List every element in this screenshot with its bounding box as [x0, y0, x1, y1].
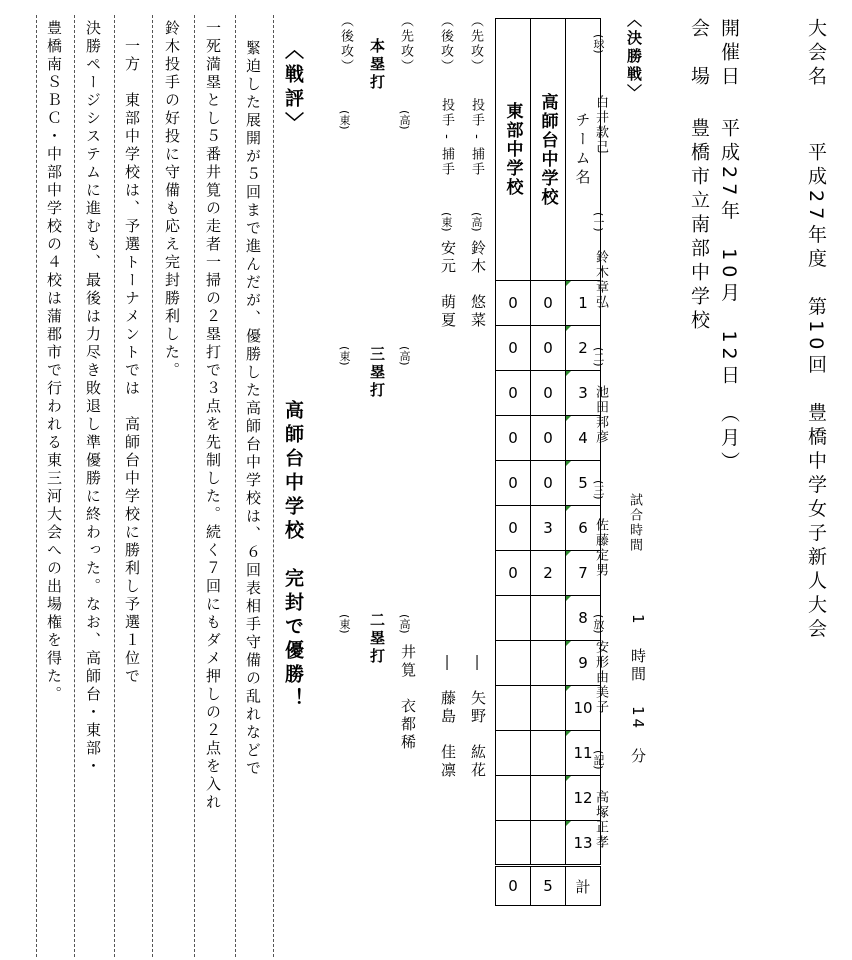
game-time-minutes-unit: 分 [629, 748, 647, 766]
score-cell [531, 641, 566, 686]
umpire-name: 安形由美子 [593, 640, 608, 715]
catcher-name: 藤島 佳凛 [439, 690, 457, 780]
score-cell: 0 [531, 281, 566, 326]
review-result: 高師台中学校 完封で優勝！ [282, 400, 304, 712]
rule-line [36, 15, 37, 957]
final-heading: 〈決勝戦〉 [625, 12, 643, 102]
hit-school-mark: (高) [398, 110, 411, 130]
game-time-minutes: 14 [629, 706, 647, 732]
umpire-name: 白井款己 [593, 95, 608, 155]
inning-number: 9 [566, 641, 601, 686]
team-name: 高師台中学校 [531, 19, 566, 281]
review-line: 決勝ページシステムに進むも、最後は力尽き敗退し準優勝に終わった。なお、高師台・東部・ [84, 20, 102, 776]
hits-side: （先攻） [398, 14, 413, 74]
team-header: チーム名 [566, 19, 601, 281]
battery-school-mark: (東) [440, 212, 453, 232]
score-cell: 0 [531, 416, 566, 461]
catcher-name: 矢野 紘花 [469, 690, 487, 780]
inning-number: 8 [566, 596, 601, 641]
inning-number: 5 [566, 461, 601, 506]
hit-school-mark: (東) [338, 346, 351, 366]
review-heading: 〈戦評〉 [282, 40, 304, 136]
battery-school-mark: (高) [470, 212, 483, 232]
triple-label: 三塁打 [368, 346, 386, 400]
umpire-name: 佐藤定男 [593, 518, 608, 578]
score-cell: 0 [496, 461, 531, 506]
score-cell [496, 776, 531, 821]
pitcher-name: 鈴木 悠菜 [469, 240, 487, 330]
umpire-pos: (二) [592, 347, 605, 367]
umpire-pos: (放) [592, 614, 605, 634]
rule-line [152, 15, 153, 957]
rule-line [114, 15, 115, 957]
umpire-pos: (三) [592, 480, 605, 500]
review-line: 豊橋南ＳＢＣ・中部中学校の４校は蒲郡市で行われる東三河大会への出場権を得た。 [45, 20, 63, 704]
inning-number: 12 [566, 776, 601, 821]
inning-number: 4 [566, 416, 601, 461]
rule-line [194, 15, 195, 957]
score-cell [496, 641, 531, 686]
rule-line [273, 15, 274, 957]
venue-label: 会 場 [688, 18, 710, 90]
inning-number: 13 [566, 821, 601, 866]
inning-number: 10 [566, 686, 601, 731]
score-cell: 0 [531, 326, 566, 371]
umpire-pos: (一) [592, 212, 605, 232]
game-time-hours: 1 [629, 614, 647, 627]
battery-label: 投手 - 捕手 [469, 98, 484, 177]
umpire-name: 池田邦彦 [593, 385, 608, 445]
score-cell: 0 [496, 506, 531, 551]
hit-school-mark: (高) [398, 346, 411, 366]
score-cell: 0 [496, 326, 531, 371]
umpire-name: 鈴木章弘 [593, 250, 608, 310]
score-cell: 2 [531, 551, 566, 596]
review-line: 緊迫した展開が５回まで進んだが、優勝した高師台中学校は、６回表相手守備の乱れなどで [244, 40, 262, 778]
score-cell [496, 731, 531, 776]
battery-side: （先攻） [468, 14, 483, 74]
score-cell: 0 [496, 551, 531, 596]
tournament-name-value: 平成27年度 第10回 豊橋中学女子新人大会 [805, 142, 827, 643]
inning-number: 7 [566, 551, 601, 596]
score-cell [531, 686, 566, 731]
review-line: 鈴木投手の好投に守備も応え完封勝利した。 [163, 20, 181, 380]
score-cell [531, 821, 566, 866]
rule-line [74, 15, 75, 957]
double-hitter-name: 井筧 衣都稀 [399, 644, 417, 752]
hits-side: （後攻） [338, 14, 353, 74]
date-value: 平成27年 10月 12日 （月） [718, 118, 740, 476]
battery-label: 投手 - 捕手 [439, 98, 454, 177]
home-run-label: 本塁打 [368, 38, 386, 92]
tournament-name-label: 大会名 [805, 18, 827, 90]
umpire-pos: (球) [592, 34, 605, 54]
score-cell: 0 [496, 416, 531, 461]
inning-number: 1 [566, 281, 601, 326]
score-cell: 3 [531, 506, 566, 551]
battery-separator: ― [439, 655, 457, 673]
inning-number: 11 [566, 731, 601, 776]
score-cell [531, 776, 566, 821]
score-cell: 0 [496, 281, 531, 326]
team-name: 東部中学校 [496, 19, 531, 281]
hit-school-mark: (東) [338, 110, 351, 130]
pitcher-name: 安元 萌夏 [439, 240, 457, 330]
battery-separator: ― [469, 655, 487, 673]
score-cell [531, 596, 566, 641]
hit-school-mark: (東) [338, 614, 351, 634]
inning-number: 6 [566, 506, 601, 551]
game-time-hours-unit: 時間 [629, 648, 647, 684]
scoreboard-table [495, 18, 601, 906]
score-cell [531, 731, 566, 776]
score-cell: 0 [496, 371, 531, 416]
umpire-name: 高塚正孝 [593, 790, 608, 850]
umpire-pos: (記) [592, 750, 605, 770]
total-score: 0 [496, 866, 531, 906]
score-cell: 0 [531, 371, 566, 416]
double-label: 二塁打 [368, 612, 386, 666]
total-score: 5 [531, 866, 566, 906]
hit-school-mark: (高) [398, 614, 411, 634]
review-line: 一死満塁とし５番井筧の走者一掃の２塁打で３点を先制した。続く７回にもダメ押しの２点を入れ [204, 20, 222, 812]
venue-value: 豊橋市立南部中学校 [688, 118, 710, 334]
review-line: 一方 東部中学校は、予選トーナメントでは 高師台中学校に勝利し予選１位で [123, 20, 141, 686]
game-time-label: 試合時間 [627, 493, 642, 553]
score-cell [496, 596, 531, 641]
score-cell: 0 [531, 461, 566, 506]
score-cell [496, 821, 531, 866]
inning-number: 3 [566, 371, 601, 416]
total-label: 計 [566, 866, 601, 906]
date-label: 開催日 [718, 18, 740, 90]
battery-side: （後攻） [438, 14, 453, 74]
rule-line [235, 15, 236, 957]
inning-number: 2 [566, 326, 601, 371]
score-cell [496, 686, 531, 731]
